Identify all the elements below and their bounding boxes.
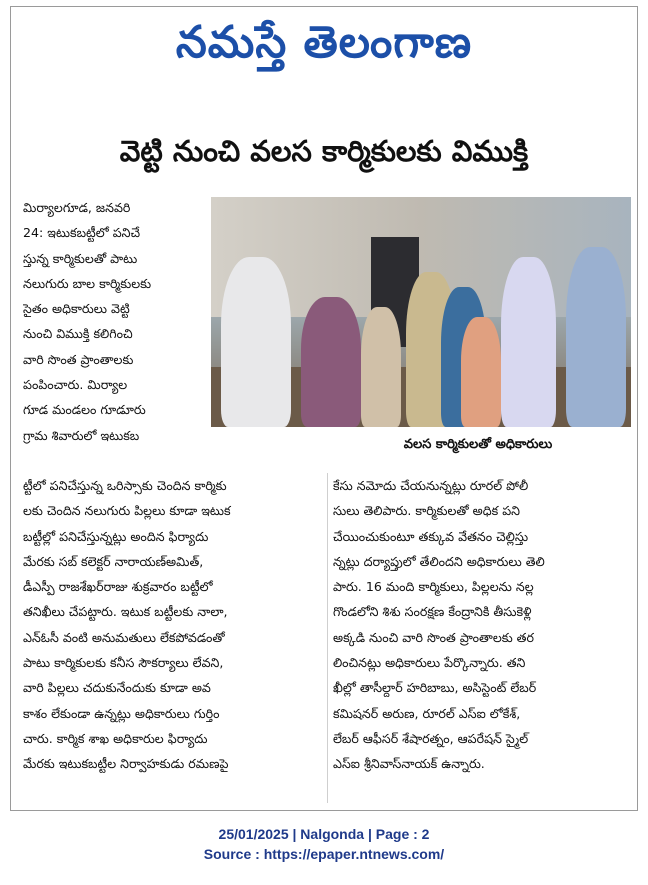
column-divider (327, 473, 328, 803)
text-line: మేరకు సబ్ కలెక్టర్ నారాయణ్అమిత్, (23, 553, 204, 569)
text-line: ట్టీలో పనిచేస్తున్న ఒరిస్సాకు చెందిన కార్మికు (23, 478, 227, 493)
photo-person (221, 257, 291, 427)
article-body-right-column (333, 473, 633, 777)
text-line: ఎస్ఐ శ్రీనివాస్‌నాయక్ ఉన్నారు. (333, 756, 485, 772)
text-line: గ్రామ శివారులో ఇటుకబ (23, 427, 140, 443)
text-line: మేరకు ఇటుకబట్టీల నిర్వాహకుడు రమణపై (23, 756, 229, 772)
text-line: కేసు నమోదు చేయనున్నట్లు రూరల్ పోలీ (333, 478, 529, 493)
text-line: సైతం అధికారులు వెట్టి (23, 301, 130, 317)
text-line: తనిఖీలు చేపట్టారు. ఇటుక బట్టీలకు నాలా, (23, 604, 228, 620)
article-photo (211, 197, 631, 427)
text-line: అక్కడి నుంచి వారి సొంత ప్రాంతాలకు తర (333, 629, 534, 645)
photo-person (461, 317, 501, 427)
text-line: చేయించుకుంటూ తక్కువ వేతనం చెల్లిస్తు (333, 528, 529, 544)
text-line: డీఎస్పీ రాజశేఖర్‌రాజు శుక్రవారం బట్టీలో (23, 579, 213, 595)
photo-person (361, 307, 401, 427)
text-line: ఎన్‌ఓసీ వంటి అనుమతులు లేకపోవడంతో (23, 629, 225, 645)
text-line: లించినట్లు అధికారులు పేర్కొన్నారు. తని (333, 655, 526, 671)
text-line: చారు. కార్మిక శాఖ అధికారుల ఫిర్యాదు (23, 730, 208, 746)
text-line: బట్టీల్లో పనిచేస్తున్నట్లు అందిన ఫిర్యాదు (23, 528, 209, 544)
newspaper-clipping (10, 6, 638, 811)
photo-person (501, 257, 556, 427)
article-body-left-column (23, 473, 323, 777)
text-line: పాటు కార్మికులకు కనీస సౌకర్యాలు లేవని, (23, 655, 224, 671)
text-line: కాశం లేకుండా ఉన్నట్లు అధికారులు గుర్తిం (23, 705, 220, 721)
text-line: నుంచి విముక్తి కలిగించి (23, 326, 133, 342)
photo-person (301, 297, 361, 427)
text-line: న్నట్లు దర్యాప్తులో తేలిందని అధికారులు తెలి (333, 553, 545, 569)
article-headline: వెట్టి నుంచి వలస కార్మికులకు విముక్తి (119, 134, 529, 168)
text-line: పారు. 16 మంది కార్మికులు, పిల్లలను నల్ల (333, 579, 534, 595)
text-line: మిర్యాలగూడ, జనవరి (23, 200, 131, 215)
text-line: 24: ఇటుకబట్టీలో పనిచే (23, 225, 141, 241)
text-line: కమిషనర్ అరుణ, రూరల్ ఎస్ఐ లోకేశ్, (333, 705, 521, 721)
text-line: గూడ మండలం గూడూరు (23, 402, 146, 418)
text-line: లకు చెందిన నలుగురు పిల్లలు కూడా ఇటుక (23, 503, 231, 519)
text-line: పంపించారు. మిర్యాల (23, 377, 128, 393)
text-line: వారి పిల్లలు చదుకునేందుకు కూడా అవ (23, 680, 211, 696)
footer-source-link[interactable]: Source : https://epaper.ntnews.com/ (203, 846, 445, 862)
text-line: గొండలోని శిశు సంరక్షణ కేంద్రానికి తీసుకెళ్లి (333, 604, 532, 620)
text-line: ఖీల్లో తాసీల్దార్ హరిబాబు, అసిస్టెంట్ లేబర్ (333, 680, 537, 696)
text-line: లేబర్ ఆఫీసర్ శేషారత్నం, ఆపరేషన్ స్మైల్ (333, 730, 529, 746)
photo-person (566, 247, 626, 427)
masthead-logo: నమస్తే తెలంగాణ (175, 17, 473, 68)
text-line: సులు తెలిపారు. కార్మికులతో అధిక పని (333, 503, 521, 519)
photo-caption: వలస కార్మికులతో అధికారులు (403, 437, 553, 452)
text-line: వారి సొంత ప్రాంతాలకు (23, 351, 134, 367)
text-line: స్తున్న కార్మికులతో పాటు (23, 250, 138, 266)
text-line: నలుగురు బాల కార్మికులకు (23, 275, 152, 291)
footer-date-line: 25/01/2025 | Nalgonda | Page : 2 (218, 826, 430, 842)
article-intro-column (23, 195, 211, 448)
